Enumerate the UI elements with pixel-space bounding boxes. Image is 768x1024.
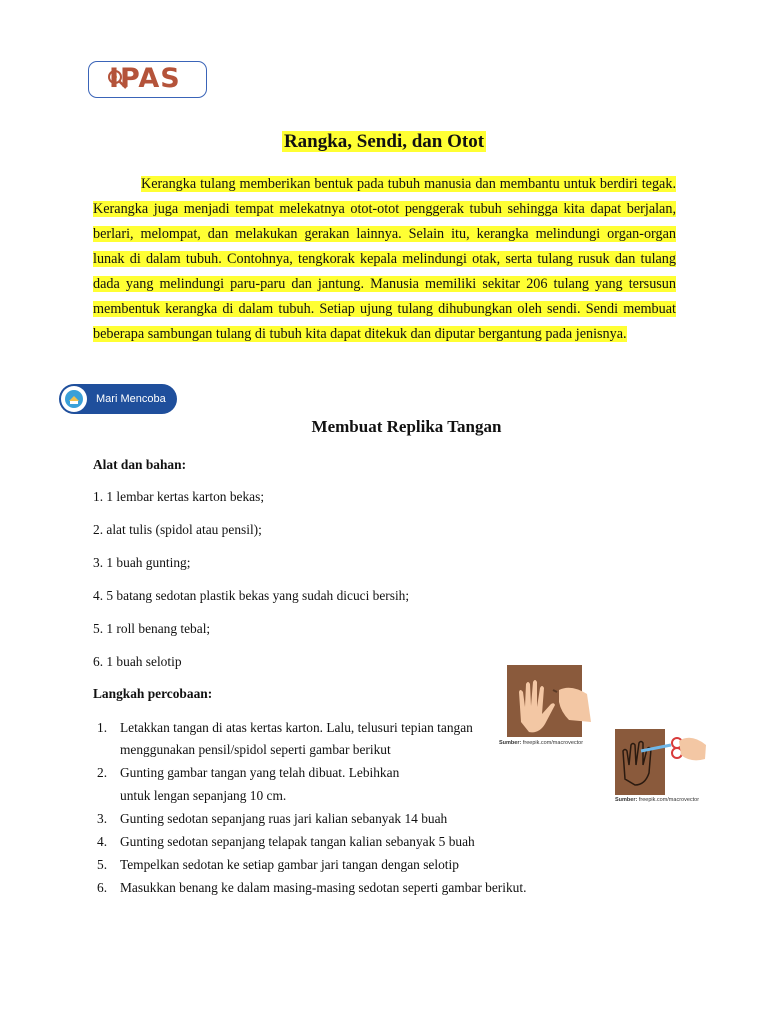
mari-mencoba-badge xyxy=(59,384,177,414)
step-item: 5. Tempelkan sedotan ke setiap gambar jari tangan dengan selotip xyxy=(97,857,459,872)
ipas-logo xyxy=(88,61,207,98)
step-item: 4. Gunting sedotan sepanjang telapak tangan kalian sebanyak 5 buah xyxy=(97,834,475,849)
section-subtitle: Membuat Replika Tangan xyxy=(311,417,502,436)
intro-paragraph xyxy=(93,172,676,347)
material-item: 3. 1 buah gunting; xyxy=(93,555,191,570)
hand-tracing-illustration xyxy=(499,662,592,750)
step-item-continuation: untuk lengan sepanjang 10 cm. xyxy=(120,788,287,803)
material-item: 5. 1 roll benang tebal; xyxy=(93,621,211,636)
page-title: Rangka, Sendi, dan Otot xyxy=(283,131,485,152)
steps-heading: Langkah percobaan: xyxy=(93,686,213,701)
figure-source: Sumber: freepik.com/macrovector xyxy=(499,740,584,746)
step-item-continuation: menggunakan pensil/spidol seperti gambar berikut xyxy=(120,742,391,757)
badge-label: Mari Mencoba xyxy=(96,393,166,405)
materials-heading: Alat dan bahan: xyxy=(93,457,187,472)
step-item: 6. Masukkan benang ke dalam masing-masing sedotan seperti gambar berikut. xyxy=(97,880,527,895)
material-item: 1. 1 lembar kertas karton bekas; xyxy=(93,489,265,504)
figure-source: Sumber: freepik.com/macrovector xyxy=(615,797,700,803)
badge-circle xyxy=(61,386,87,412)
material-item: 4. 5 batang sedotan plastik bekas yang sudah dicuci bersih; xyxy=(93,588,410,603)
intro-text: Kerangka tulang memberikan bentuk pada tubuh manusia dan membantu untuk berdiri tegak. Kerangka juga menjadi tempat melekatnya otot-otot penggerak tubuh sehingga kita dapat berjalan, berlari, melompat, dan melakukan gerakan lainnya. Selain itu, kerangka melindungi organ-organ lunak di dalam tubuh. Contohnya, tengkorak kepala melindungi otak, serta tulang rusuk dan tulang dada yang melindungi paru-paru dan jantung. Manusia memiliki sekitar 206 tulang yang tersusun membentuk kerangka di dalam tubuh. Setiap ujung tulang dihubungkan oleh sendi. Sendi membuat beberapa sambungan tulang di tubuh kita dapat ditekuk dan diputar bergantung pada jenisnya. xyxy=(93,176,676,342)
step-item: 1. Letakkan tangan di atas kertas karton. Lalu, telusuri tepian tangan xyxy=(97,720,473,735)
hand-tool-icon xyxy=(64,389,84,409)
step-item: 3. Gunting sedotan sepanjang ruas jari kalian sebanyak 14 buah xyxy=(97,811,448,826)
logo-text: IPAS xyxy=(109,63,181,94)
hand-cutting-illustration xyxy=(611,723,707,807)
material-item: 6. 1 buah selotip xyxy=(93,654,182,669)
step-item: 2. Gunting gambar tangan yang telah dibuat. Lebihkan xyxy=(97,765,400,780)
material-item: 2. alat tulis (spidol atau pensil); xyxy=(93,522,262,537)
